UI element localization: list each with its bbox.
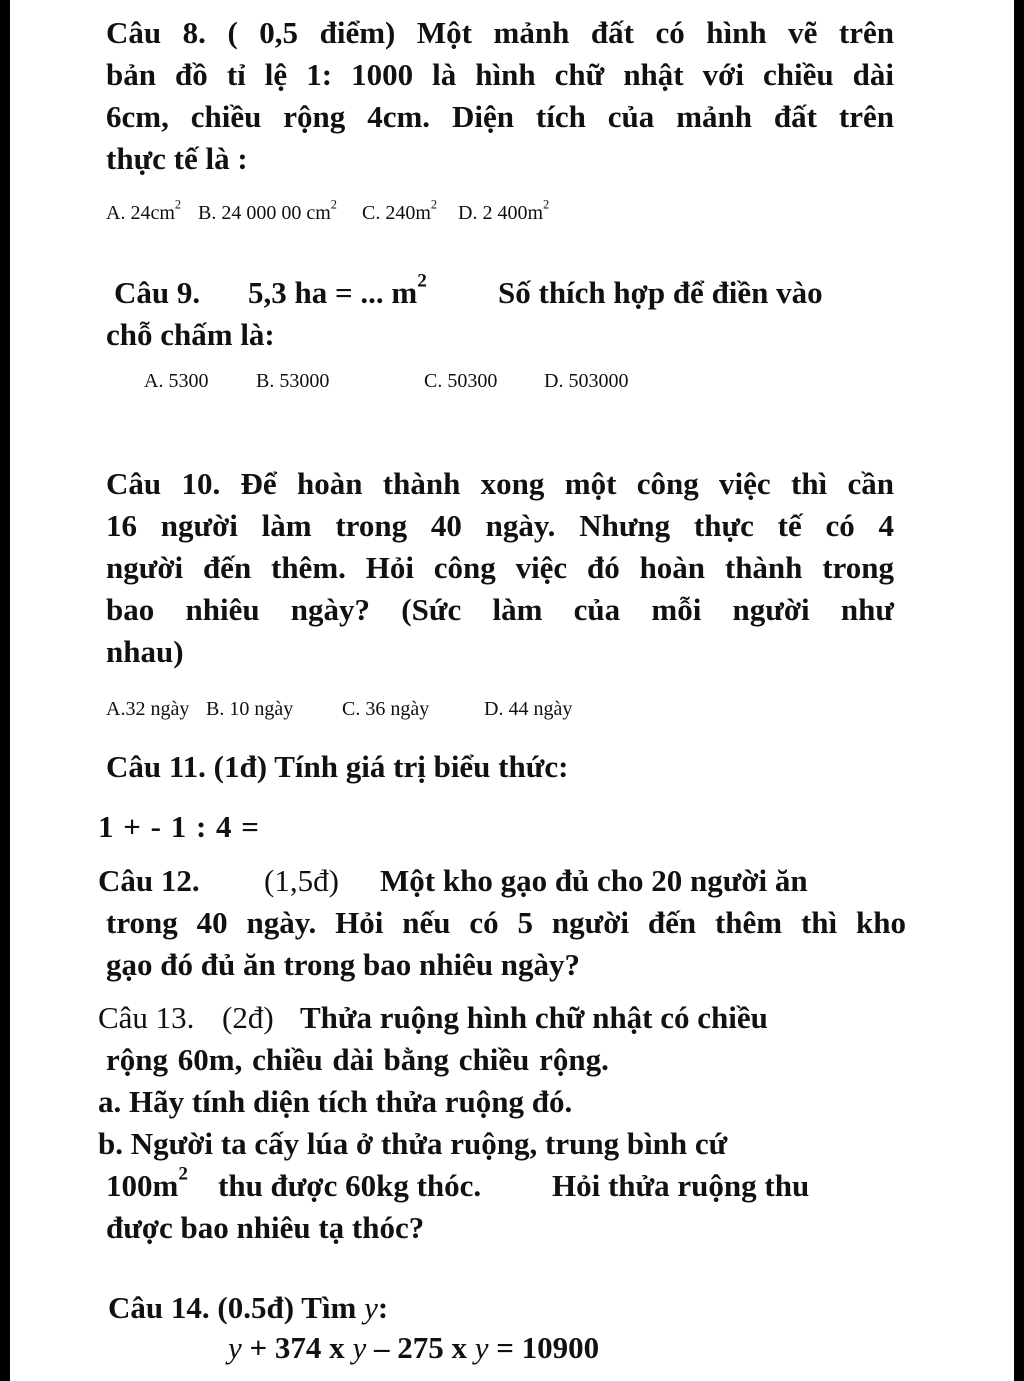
q10-option-d: D. 44 ngày bbox=[484, 698, 573, 720]
q8-option-c: C. $240m^2$ bbox=[362, 197, 438, 224]
q8-line-3: 6cm, chiều rộng 4cm. Diện tích của mảnh đất trên bbox=[106, 99, 894, 134]
q14-equation bbox=[228, 1330, 599, 1372]
q11-line-1: Câu 11. (1đ) Tính giá trị biểu thức: bbox=[106, 749, 569, 784]
q10-line-2: 16 người làm trong 40 ngày. Nhưng thực tế có 4 bbox=[106, 508, 894, 543]
q13-line-5 bbox=[106, 1165, 886, 1207]
q13-points: (2đ) bbox=[222, 1000, 274, 1035]
q9-label: Câu 9. bbox=[114, 275, 201, 310]
q9-option-b: B. 53000 bbox=[256, 370, 330, 392]
q13-question: Hỏi thửa ruộng thu bbox=[552, 1168, 810, 1203]
q12-line-1 bbox=[98, 860, 908, 902]
q14-eq-part-1: + 374 x bbox=[249, 1330, 345, 1365]
q13-line-3: a. Hãy tính diện tích thửa ruộng đó. bbox=[98, 1084, 573, 1119]
q13-yield: thu được 60kg thóc. bbox=[218, 1168, 482, 1203]
q13-area-unit: $100m^2$ bbox=[106, 1163, 188, 1203]
q14-eq-part-3: = 10900 bbox=[496, 1330, 600, 1365]
q10-option-c: C. 36 ngày bbox=[342, 698, 430, 720]
q9-line-2: chỗ chấm là: bbox=[106, 317, 275, 352]
q8-option-d: D. 2 $400m^2$ bbox=[458, 197, 550, 224]
q10-options bbox=[106, 696, 906, 726]
q12-line-2: trong 40 ngày. Hỏi nếu có 5 người đến thêm thì kho bbox=[106, 905, 906, 940]
q8-option-a: A. $24cm^2$ bbox=[106, 197, 182, 224]
q12-points: (1,5đ) bbox=[264, 863, 339, 898]
q12-text: Một kho gạo đủ cho 20 người ăn bbox=[380, 863, 808, 898]
q14-line-1 bbox=[108, 1287, 388, 1329]
q8-line-1: Câu 8. ( 0,5 điểm) Một mảnh đất có hình vẽ trên bbox=[106, 15, 894, 50]
q12-line-3: gạo đó đủ ăn trong bao nhiêu ngày? bbox=[106, 947, 581, 982]
q9-prompt: Số thích hợp để điền vào bbox=[498, 275, 823, 310]
q11-expression: 1 + - 1 : 4 = bbox=[98, 809, 260, 844]
q8-options bbox=[106, 197, 906, 230]
q13-label: Câu 13. bbox=[98, 1000, 195, 1035]
q14-title: Câu 14. (0.5đ) Tìm bbox=[108, 1290, 357, 1325]
q13-line-4: b. Người ta cấy lúa ở thửa ruộng, trung bình cứ bbox=[98, 1126, 728, 1161]
q13-line-2: rộng 60m, chiều dài bằng chiều rộng. bbox=[106, 1042, 609, 1077]
q13-text: Thửa ruộng hình chữ nhật có chiều bbox=[300, 1000, 768, 1035]
q14-eq-var-2: y bbox=[352, 1330, 367, 1365]
q14-eq-var-1: y bbox=[228, 1330, 242, 1365]
q9-line-1 bbox=[114, 272, 894, 314]
q13-line-1 bbox=[98, 997, 878, 1039]
q10-option-b: B. 10 ngày bbox=[206, 698, 294, 720]
q12-label: Câu 12. bbox=[98, 863, 200, 898]
q9-options bbox=[106, 368, 906, 398]
q9-option-c: C. 50300 bbox=[424, 370, 498, 392]
q9-expression: 5,3 ha = ... $m^2$ bbox=[248, 270, 427, 310]
q10-line-1: Câu 10. Để hoàn thành xong một công việc thì cần bbox=[106, 466, 894, 501]
q8-line-2: bản đồ tỉ lệ 1: 1000 là hình chữ nhật với chiều dài bbox=[106, 57, 894, 92]
q8-line-4: thực tế là : bbox=[106, 141, 248, 176]
q14-eq-var-3: y bbox=[474, 1330, 489, 1365]
q10-option-a: A.32 ngày bbox=[106, 698, 190, 720]
q13-line-6: được bao nhiêu tạ thóc? bbox=[106, 1210, 425, 1245]
q9-option-d: D. 503000 bbox=[544, 370, 629, 392]
q14-variable: y bbox=[364, 1290, 378, 1325]
q10-line-3: người đến thêm. Hỏi công việc đó hoàn thành trong bbox=[106, 550, 894, 585]
q9-option-a: A. 5300 bbox=[144, 370, 209, 392]
q10-line-4: bao nhiêu ngày? (Sức làm của mỗi người như bbox=[106, 592, 894, 627]
q14-colon: : bbox=[377, 1290, 389, 1325]
q8-option-b: B. 24 000 00 $cm^2$ bbox=[198, 197, 337, 224]
q14-eq-part-2: – 275 x bbox=[373, 1330, 467, 1365]
q10-line-5: nhau) bbox=[106, 634, 184, 669]
